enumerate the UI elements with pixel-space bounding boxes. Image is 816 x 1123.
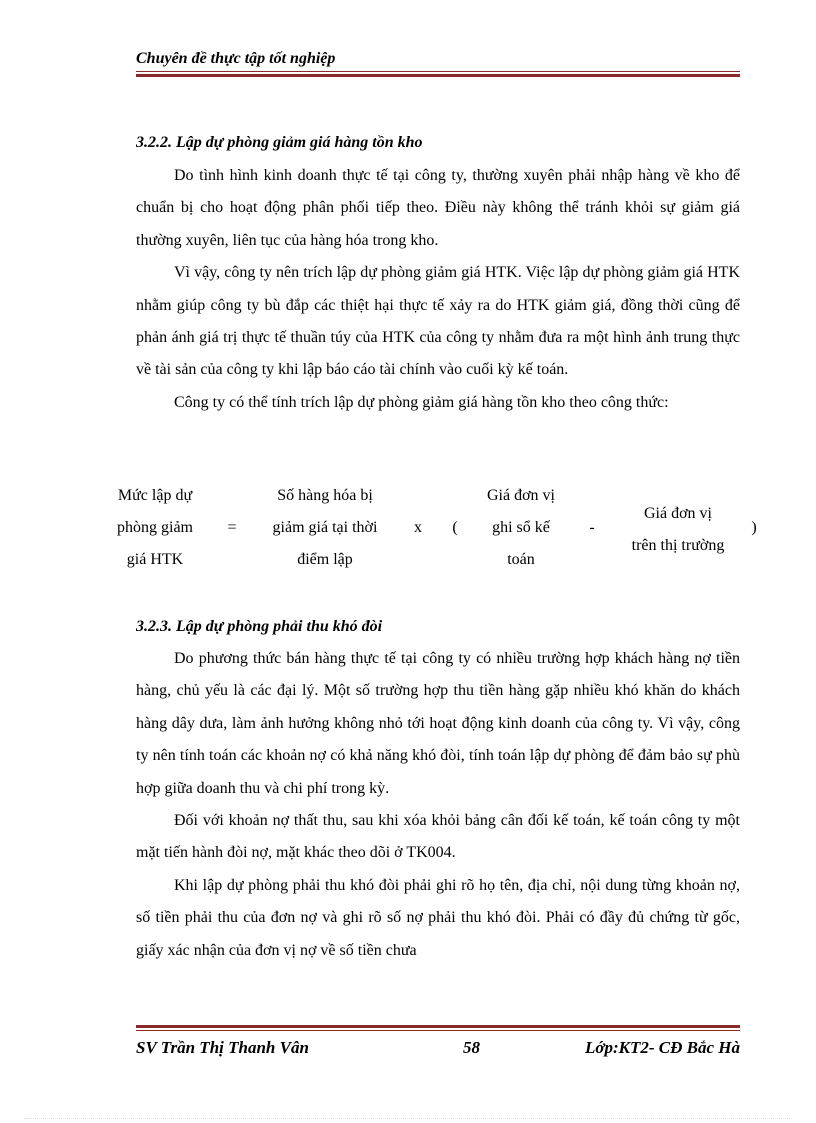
page-header-title: Chuyên đề thực tập tốt nghiệp bbox=[136, 50, 336, 67]
formula-term-quantity: Số hàng hóa bị giảm giá tại thời điểm lập bbox=[272, 487, 378, 568]
footer-page-number: 58 bbox=[463, 1038, 480, 1057]
formula-term-market-price: Giá đơn vị trên thị trường bbox=[631, 505, 725, 554]
section-322-body bbox=[136, 160, 740, 419]
formula-close-paren: ) bbox=[751, 519, 757, 536]
paragraph: Do phương thức bán hàng thực tế tại công ty có nhiều trường hợp khách hàng nợ tiền hàng, chủ yếu là các đại lý. Một số trường hợp thu tiền hàng gặp nhiều khó khăn do khách hàng dây dưa, làm ảnh hưởng không nhỏ tới hoạt động kinh doanh của công ty. Vì vậy, công ty nên tính toán các khoản nợ có khả năng khó đòi, tính toán lập dự phòng để đảm bảo sự phù hợp giữa doanh thu và chi phí trong kỳ. bbox=[136, 650, 740, 797]
header-rule bbox=[136, 71, 740, 77]
paragraph: Do tình hình kinh doanh thực tế tại công ty, thường xuyên phải nhập hàng về kho để chuẩn bị cho hoạt động phân phối tiếp theo. Điều này không thể tránh khỏi sự giảm giá thường xuyên, liên tục của hàng hóa trong kho. bbox=[136, 167, 740, 249]
paragraph: Công ty có thể tính trích lập dự phòng giảm giá hàng tồn kho theo công thức: bbox=[174, 393, 669, 411]
paragraph: Đối với khoản nợ thất thu, sau khi xóa khỏi bảng cân đối kế toán, kế toán công ty một mặt tiến hành đòi nợ, mặt khác theo dõi ở TK004. bbox=[136, 812, 740, 862]
formula-equals: = bbox=[227, 519, 237, 536]
footer-student-name: SV Trần Thị Thanh Vân bbox=[136, 1038, 309, 1057]
section-323-body bbox=[136, 643, 740, 967]
page-bottom-dotted-line bbox=[24, 1118, 792, 1119]
footer-rule bbox=[136, 1025, 740, 1031]
paragraph: Vì vậy, công ty nên trích lập dự phòng giảm giá HTK. Việc lập dự phòng giảm giá HTK nhằm giúp công ty bù đắp các thiệt hại thực tế xảy ra do HTK giảm giá, đồng thời cũng để phản ánh giá trị thực tế thuần túy của HTK của công ty nhằm đưa ra một hình ảnh trung thực về tài sản của công ty khi lập báo cáo tài chính vào cuối kỳ kế toán. bbox=[136, 264, 740, 379]
formula-open-paren: ( bbox=[452, 519, 458, 536]
section-heading-322: 3.2.2. Lập dự phòng giảm giá hàng tồn kho bbox=[136, 134, 423, 151]
formula-term-provision: Mức lập dự phòng giảm giá HTK bbox=[117, 487, 193, 568]
paragraph: Khi lập dự phòng phải thu khó đòi phải ghi rõ họ tên, địa chỉ, nội dung từng khoản nợ, số tiền phải thu của đơn nợ và ghi rõ số nợ phải thu khó đòi. Phải có đầy đủ chứng từ gốc, giấy xác nhận của đơn vị nợ về số tiền chưa bbox=[136, 876, 740, 959]
formula-minus: - bbox=[589, 519, 595, 536]
formula-times: x bbox=[414, 519, 422, 536]
formula-term-book-price: Giá đơn vị ghi sổ kế toán bbox=[486, 487, 555, 568]
footer-class: Lớp:KT2- CĐ Bắc Hà bbox=[584, 1038, 740, 1057]
provision-formula bbox=[100, 480, 780, 580]
section-heading-323: 3.2.3. Lập dự phòng phải thu khó đòi bbox=[136, 618, 383, 635]
